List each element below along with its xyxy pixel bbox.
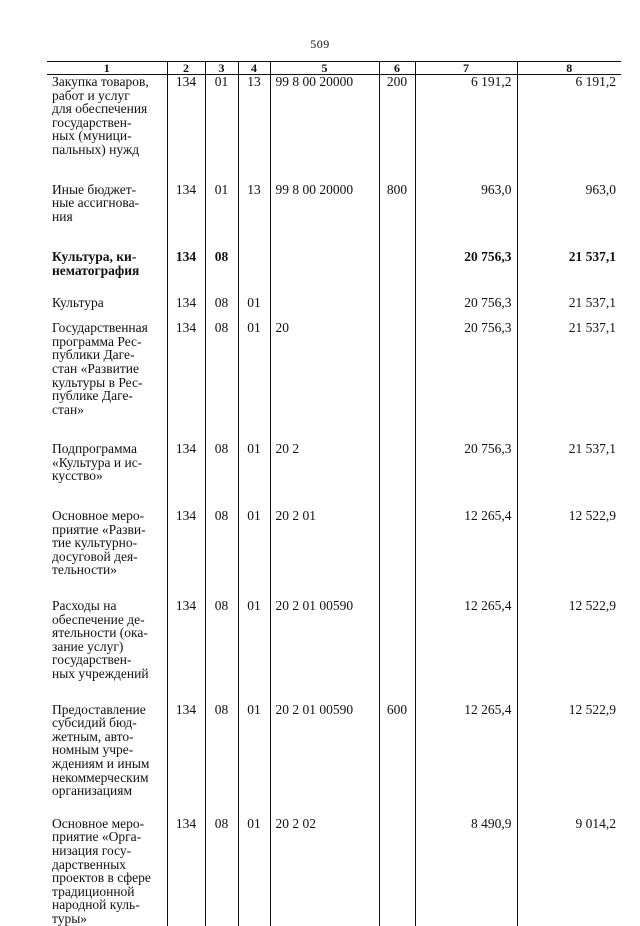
row-name: Расходы на обеспечение де- ятельности (ока- зание услуг) государствен- ных учреждений xyxy=(52,598,149,681)
row-name: Иные бюджет- ные ассигнова- ния xyxy=(52,181,140,224)
cell-amount-year2: 9 014,2 xyxy=(517,798,621,926)
cell-amount-year1: 12 265,4 xyxy=(415,483,517,577)
cell-amount-year1: 963,0 xyxy=(415,157,517,224)
cell-target-article: 20 2 02 xyxy=(270,798,379,926)
table-row xyxy=(47,309,621,416)
cell-expense-type: 200 xyxy=(379,75,415,157)
cell-section-code: 01 xyxy=(205,75,238,157)
cell-expense-type xyxy=(379,483,415,577)
table-row xyxy=(47,75,621,157)
table-row xyxy=(47,483,621,577)
cell-subsection-code: 01 xyxy=(238,798,270,926)
row-name: Культура, ки- нематография xyxy=(52,249,140,278)
cell-administrator-code: 134 xyxy=(167,157,205,224)
cell-amount-year1: 20 756,3 xyxy=(415,416,517,483)
cell-administrator-code: 134 xyxy=(167,577,205,681)
cell-amount-year2: 12 522,9 xyxy=(517,681,621,798)
table-row xyxy=(47,278,621,310)
cell-target-article: 20 2 xyxy=(270,416,379,483)
cell-administrator-code: 134 xyxy=(167,416,205,483)
cell-section-code: 08 xyxy=(205,278,238,310)
cell-target-article: 20 2 01 00590 xyxy=(270,681,379,798)
cell-section-code: 08 xyxy=(205,416,238,483)
cell-subsection-code: 01 xyxy=(238,278,270,310)
cell-target-article xyxy=(270,278,379,310)
header-row xyxy=(47,62,621,75)
table-row xyxy=(47,798,621,926)
column-header: 2 xyxy=(167,62,205,75)
cell-target-article: 99 8 00 20000 xyxy=(270,157,379,224)
cell-section-code: 08 xyxy=(205,309,238,416)
budget-table xyxy=(47,61,621,926)
column-header: 3 xyxy=(205,62,238,75)
cell-amount-year2: 6 191,2 xyxy=(517,75,621,157)
cell-expense-type xyxy=(379,278,415,310)
cell-expense-type: 800 xyxy=(379,157,415,224)
cell-subsection-code xyxy=(238,223,270,277)
row-name: Культура xyxy=(52,294,104,310)
table-row xyxy=(47,681,621,798)
cell-amount-year1: 6 191,2 xyxy=(415,75,517,157)
row-name: Основное меро- приятие «Разви- тие культурно- досуговой дея- тельности» xyxy=(52,508,146,578)
cell-target-article: 20 xyxy=(270,309,379,416)
column-header: 6 xyxy=(379,62,415,75)
cell-amount-year2: 21 537,1 xyxy=(517,278,621,310)
cell-target-article: 20 2 01 00590 xyxy=(270,577,379,681)
cell-amount-year2: 21 537,1 xyxy=(517,223,621,277)
table-row xyxy=(47,223,621,277)
row-name: Предоставление субсидий бюд- жетным, авто- номным учре- ждениям и иным некоммерческим организациям xyxy=(52,701,150,799)
cell-section-code: 01 xyxy=(205,157,238,224)
cell-administrator-code: 134 xyxy=(167,278,205,310)
row-name: Государственная программа Рес- публики Даге- стан «Развитие культуры в Рес- публике Даге- стан» xyxy=(52,320,148,417)
cell-expense-type xyxy=(379,223,415,277)
cell-administrator-code: 134 xyxy=(167,75,205,157)
cell-amount-year2: 21 537,1 xyxy=(517,309,621,416)
column-header: 7 xyxy=(415,62,517,75)
column-header: 1 xyxy=(47,62,167,75)
cell-expense-type xyxy=(379,798,415,926)
row-name: Подпрограмма «Культура и ис- кусство» xyxy=(52,441,143,484)
column-header: 8 xyxy=(517,62,621,75)
row-name: Основное меро- приятие «Орга- низация госу- дарственных проектов в сфере традиционной народной куль- туры» xyxy=(52,815,151,926)
cell-administrator-code: 134 xyxy=(167,309,205,416)
cell-amount-year1: 20 756,3 xyxy=(415,309,517,416)
cell-amount-year2: 963,0 xyxy=(517,157,621,224)
column-header: 5 xyxy=(270,62,379,75)
table-row xyxy=(47,577,621,681)
page-number: 509 xyxy=(310,37,330,51)
cell-amount-year1: 12 265,4 xyxy=(415,681,517,798)
cell-section-code: 08 xyxy=(205,577,238,681)
cell-administrator-code: 134 xyxy=(167,223,205,277)
cell-section-code: 08 xyxy=(205,798,238,926)
cell-administrator-code: 134 xyxy=(167,681,205,798)
cell-expense-type xyxy=(379,416,415,483)
cell-amount-year1: 8 490,9 xyxy=(415,798,517,926)
cell-section-code: 08 xyxy=(205,223,238,277)
cell-amount-year1: 12 265,4 xyxy=(415,577,517,681)
cell-subsection-code: 01 xyxy=(238,577,270,681)
cell-amount-year1: 20 756,3 xyxy=(415,223,517,277)
cell-subsection-code: 13 xyxy=(238,75,270,157)
cell-subsection-code: 13 xyxy=(238,157,270,224)
cell-amount-year2: 21 537,1 xyxy=(517,416,621,483)
cell-subsection-code: 01 xyxy=(238,681,270,798)
cell-subsection-code: 01 xyxy=(238,309,270,416)
cell-administrator-code: 134 xyxy=(167,798,205,926)
cell-subsection-code: 01 xyxy=(238,483,270,577)
column-header: 4 xyxy=(238,62,270,75)
cell-subsection-code: 01 xyxy=(238,416,270,483)
table-body xyxy=(47,75,621,926)
cell-section-code: 08 xyxy=(205,681,238,798)
cell-amount-year2: 12 522,9 xyxy=(517,483,621,577)
cell-target-article: 99 8 00 20000 xyxy=(270,75,379,157)
cell-section-code: 08 xyxy=(205,483,238,577)
cell-administrator-code: 134 xyxy=(167,483,205,577)
cell-amount-year1: 20 756,3 xyxy=(415,278,517,310)
table-row xyxy=(47,157,621,224)
cell-amount-year2: 12 522,9 xyxy=(517,577,621,681)
cell-expense-type xyxy=(379,309,415,416)
cell-target-article: 20 2 01 xyxy=(270,483,379,577)
row-name: Закупка товаров, работ и услуг для обеспечения государствен- ных (муници- пальных) нужд xyxy=(52,74,149,157)
cell-expense-type: 600 xyxy=(379,681,415,798)
cell-target-article xyxy=(270,223,379,277)
cell-expense-type xyxy=(379,577,415,681)
table-row xyxy=(47,416,621,483)
